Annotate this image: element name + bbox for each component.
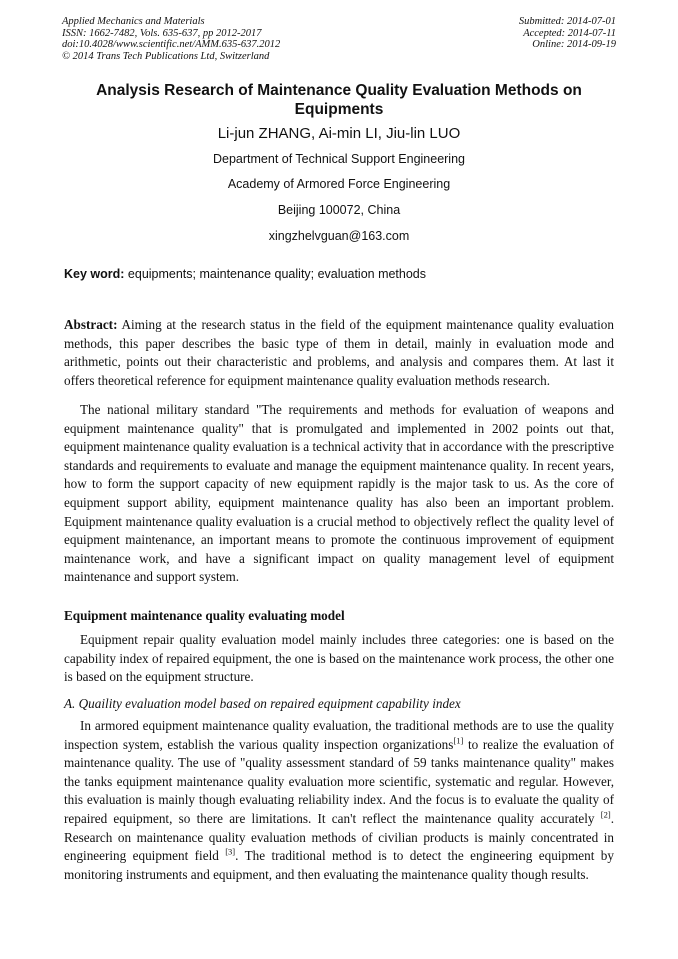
keywords-text: equipments; maintenance quality; evaluation methods <box>124 267 427 281</box>
citation-ref: [2] <box>600 809 611 820</box>
journal-header-right <box>519 16 616 51</box>
text-segment: to realize the evaluation of maintenance quality. The use of "quality assessment standard of 59 tanks maintenance quality" makes the tanks equipment maintenance quality evaluation more scientific, systematic and regular. However, this evaluation is mainly though evaluating reliability index. And the focus is to evaluate the quality of repaired equipment, so there are limitations. It can't reflect the maintenance quality accurately <box>64 736 614 826</box>
text-segment: . Research on maintenance quality evaluation methods of civilian products is mainly concentrated in engineering equipment field <box>64 810 614 864</box>
issn-line: ISSN: 1662-7482, Vols. 635-637, pp 2012-2017 <box>62 27 262 39</box>
citation-ref: [3] <box>225 846 236 857</box>
section-heading: Equipment maintenance quality evaluating model <box>64 608 345 623</box>
abstract-text: Aiming at the research status in the field of the equipment maintenance quality evaluation methods, this paper describes the basic type of them in detail, mainly in evaluation mode and arithmetic, points out their characteristic and problems, and analysis and compares them. At last it offers theoretical reference for equipment maintenance quality evaluation methods research. <box>64 317 614 388</box>
keywords-label: Key word: <box>64 267 125 281</box>
submitted-date: Submitted: 2014-07-01 <box>518 16 616 27</box>
abstract <box>64 316 614 390</box>
section-paragraph: Equipment repair quality evaluation model mainly includes three categories: one is based on the capability index of repaired equipment, the one is based on the maintenance work process, the other one is based on the equipment structure. <box>64 632 614 685</box>
subsection-heading: A. Quaility evaluation model based on repaired equipment capability index <box>64 696 461 711</box>
journal-header-left <box>62 16 280 62</box>
paper-title: Analysis Research of Maintenance Quality Evaluation Methods on Equipments <box>96 82 582 118</box>
doi-line: doi:10.4028/www.scientific.net/AMM.635-637.2012 <box>62 39 281 50</box>
author-list: Li-jun ZHANG, Ai-min LI, Jiu-lin LUO <box>217 125 461 142</box>
intro-paragraph: The national military standard "The requirements and methods for evaluation of weapons and equipment maintenance quality" that is promulgated and implemented in 2002 points out that, equipment maintenance quality evaluation is a technical activity that in accordance with the prescriptive standards and requirements to evaluate and manage the equipment maintenance quality. In recent years, how to form the support capacity of new equipment rapidly is the major task to us. As the core of equipment support ability, equipment maintenance quality has also been an important problem. Equipment maintenance quality evaluation is a crucial method to objectively reflect the quality level of equipment maintenance, an important means to promote the continuous improvement of equipment maintenance work, and have a significant impact on quality management level of equipment maintenance and support system. <box>64 402 614 585</box>
text-segment: . The traditional method is to detect the engineering equipment by monitoring instruments and equipment, and then evaluating the maintenance quality though results. <box>64 848 614 882</box>
affiliation-department: Department of Technical Support Engineering <box>212 152 465 166</box>
copyright-line: © 2014 Trans Tech Publications Ltd, Switzerland <box>62 50 270 62</box>
text-segment: In armored equipment maintenance quality evaluation, the traditional methods are to use the quality inspection system, establish the various quality inspection organizations <box>64 718 614 752</box>
journal-name: Applied Mechanics and Materials <box>62 16 205 27</box>
subsection-paragraph <box>64 717 614 884</box>
online-date: Online: 2014-09-19 <box>532 39 616 50</box>
keywords <box>64 267 616 281</box>
affiliation-city: Beijing 100072, China <box>277 203 401 217</box>
affiliation-academy: Academy of Armored Force Engineering <box>227 177 451 191</box>
citation-ref: [1] <box>453 735 464 746</box>
author-email: xingzhelvguan@163.com <box>268 229 410 243</box>
abstract-label: Abstract: <box>64 317 118 332</box>
accepted-date: Accepted: 2014-07-11 <box>523 27 616 39</box>
